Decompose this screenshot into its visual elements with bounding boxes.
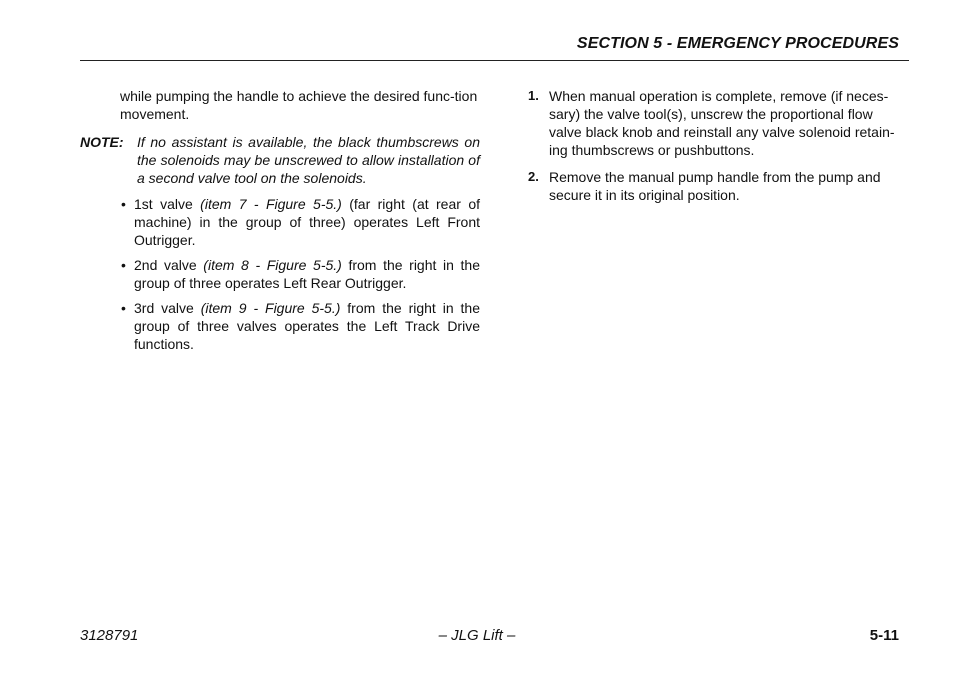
bullet-lead: 3rd valve	[134, 300, 201, 316]
step-number: 1.	[528, 88, 539, 103]
step-number: 2.	[528, 169, 539, 184]
procedure-steps	[528, 87, 908, 213]
figure-reference: (item 8 - Figure 5-5.)	[203, 257, 342, 273]
note-text: If no assistant is available, the black thumbscrews on the solenoids may be unscrewed to allow installation of a second valve tool on the solenoids.	[137, 134, 480, 186]
note-block	[80, 133, 480, 187]
list-item	[120, 195, 480, 249]
header-divider	[80, 60, 909, 61]
document-number: 3128791	[80, 627, 139, 644]
bullet-text: from the right in the group of three valves operates the Left Track Drive functions.	[134, 300, 480, 352]
bullet-lead: 2nd valve	[134, 257, 204, 273]
list-item	[120, 299, 480, 353]
bullet-icon: •	[121, 196, 126, 212]
step-text: When manual operation is complete, remove (if neces-sary) the valve tool(s), unscrew the proportional flow valve black knob and reinstall any valve solenoid retain-ing thumbscrews or pushbuttons.	[549, 88, 895, 158]
page-number: 5-11	[869, 627, 899, 644]
figure-reference: (item 9 - Figure 5-5.)	[200, 300, 341, 316]
procedure-step	[528, 87, 908, 159]
list-item	[120, 256, 480, 292]
step-text: Remove the manual pump handle from the pump and secure it in its original position.	[549, 169, 881, 203]
figure-reference: (item 7 - Figure 5-5.)	[200, 196, 342, 212]
note-label: NOTE:	[80, 134, 124, 150]
bullet-lead: 1st valve	[134, 196, 201, 212]
valve-bullet-list	[120, 195, 480, 360]
section-title: SECTION 5 - EMERGENCY PROCEDURES	[576, 35, 899, 52]
procedure-step	[528, 168, 908, 204]
bullet-icon: •	[121, 257, 126, 273]
bullet-icon: •	[121, 300, 126, 316]
bullet-text: from the right in the group of three operates Left Rear Outrigger.	[134, 257, 480, 291]
intro-paragraph: while pumping the handle to achieve the desired func-tion movement.	[120, 88, 478, 122]
bullet-text: (far right (at rear of machine) in the group of three) operates Left Front Outrigger.	[134, 196, 480, 248]
footer-publisher: – JLG Lift –	[438, 627, 516, 644]
